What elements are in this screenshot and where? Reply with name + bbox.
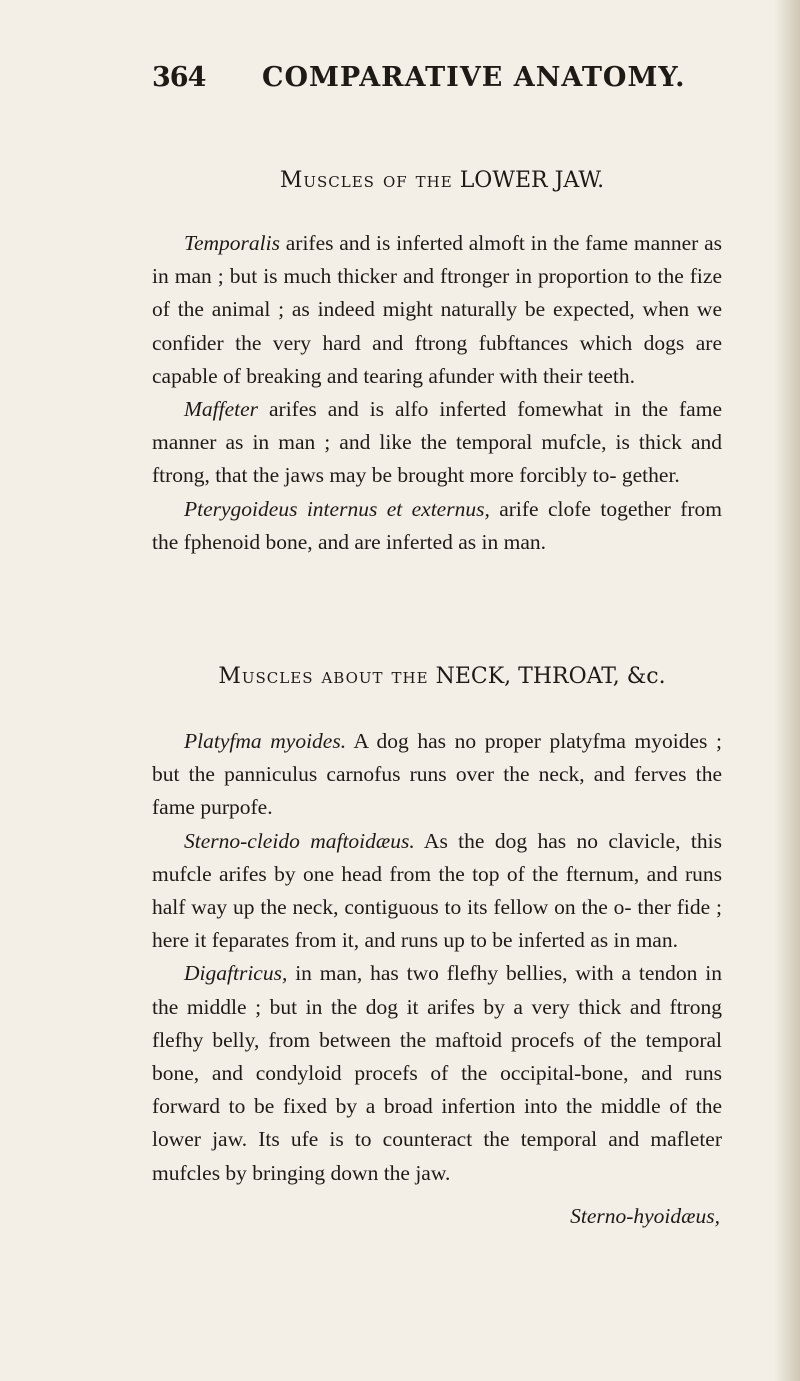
section-heading-smallcaps: Muscles of the	[279, 168, 453, 193]
section-heading-neck-throat	[152, 664, 732, 689]
paragraph	[152, 957, 722, 1189]
paragraph-text: A dog has no proper platyfma myoides ; but the panniculus carnofus runs over the neck, and ferves the fame purpofe.	[152, 729, 722, 820]
paragraph	[152, 493, 722, 559]
paragraph-text: arife clofe together from the fphenoid bone, and are inferted as in man.	[152, 496, 722, 554]
page-number: 364	[152, 62, 206, 93]
muscle-term: Pterygoideus internus et externus,	[184, 496, 490, 521]
running-title: COMPARATIVE ANATOMY.	[262, 62, 686, 93]
catchword: Sterno-hyoidæus,	[570, 1204, 720, 1228]
muscle-term: Maffeter	[184, 397, 259, 422]
section-body-lower-jaw	[152, 227, 722, 559]
paragraph-text: in man, has two flefhy bellies, with a tendon in the middle ; but in the dog it arifes by a very thick and ftrong flefhy belly, from between the maftoid procefs of the temporal bone, and condyloid procefs of the occipital-bone, and runs forward to be fixed by a broad infertion into the middle of the lower jaw. Its ufe is to counteract the temporal and mafleter mufcles by bringing down the jaw.	[152, 961, 722, 1185]
paragraph	[152, 227, 722, 393]
paragraph	[152, 725, 722, 825]
section-body-neck-throat	[152, 725, 722, 1190]
muscle-term: Temporalis	[184, 231, 280, 255]
section-heading-caps: LOWER JAW.	[459, 168, 605, 193]
section-heading-caps: NECK, THROAT, &c.	[435, 664, 666, 689]
paragraph	[152, 393, 722, 493]
paragraph	[152, 825, 722, 958]
page-edge-shadow	[774, 0, 800, 1381]
muscle-term: Platyfma myoides.	[184, 729, 347, 753]
paragraph-text: arifes and is inferted almoft in the fame manner as in man ; but is much thicker and ftronger in proportion to the fize of the animal ; as indeed might naturally be expected, when we confider the very hard and ftrong fubftances which dogs are capable of breaking and tearing afunder with their teeth.	[152, 231, 722, 388]
running-head	[152, 60, 732, 100]
paragraph-text: arifes and is alfo inferted fomewhat in the fame manner as in man ; and like the temporal mufcle, is thick and ftrong, that the jaws may be brought more forcibly to- gether.	[152, 397, 722, 488]
paragraph-text: As the dog has no clavicle, this mufcle arifes by one head from the top of the fternum, and runs half way up the neck, contiguous to its fellow on the o- ther fide ; here it feparates from it, and runs up to be inferted as in man.	[152, 828, 722, 953]
muscle-term: Digaftricus,	[184, 961, 288, 986]
muscle-term: Sterno-cleido maftoidæus.	[184, 828, 415, 853]
section-heading-smallcaps: Muscles about the	[218, 664, 429, 689]
section-heading-lower-jaw	[152, 168, 732, 193]
